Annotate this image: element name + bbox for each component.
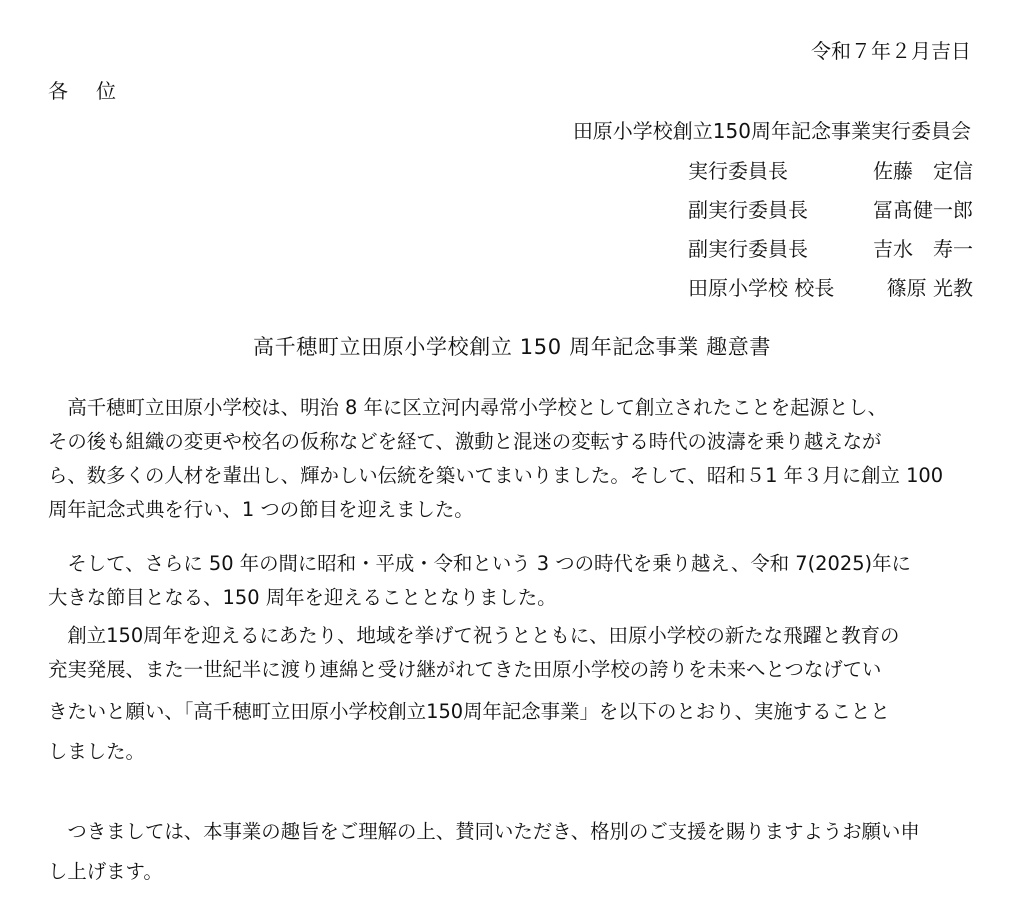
signatory-role: 副実行委員長 bbox=[688, 237, 808, 261]
signatory-role: 田原小学校 校長 bbox=[688, 276, 835, 300]
signatory-name: 吉水 寿一 bbox=[873, 237, 973, 261]
organization-name: 田原小学校創立150周年記念事業実行委員会 bbox=[572, 119, 971, 143]
addressee: 各 位 bbox=[48, 79, 120, 103]
signatory-role: 実行委員長 bbox=[688, 159, 788, 183]
signatory-row-principal bbox=[688, 274, 973, 302]
signatory-name: 冨髙健一郎 bbox=[873, 198, 973, 222]
signatory-role: 副実行委員長 bbox=[688, 198, 808, 222]
body-line: つきましては、本事業の趣旨をご理解の上、賛同いただき、格別のご支援を賜りますようお願い申 bbox=[48, 820, 920, 843]
signatory-name: 佐藤 定信 bbox=[873, 159, 973, 183]
body-line: 周年記念式典を行い、1 つの節目を迎えました。 bbox=[48, 498, 474, 521]
signatory-row-chair bbox=[688, 157, 973, 185]
body-line: ら、数多くの人材を輩出し、輝かしい伝統を築いてまいりました。そして、昭和５1 年３月に創立 100 bbox=[48, 464, 944, 487]
document-date: 令和７年２月吉日 bbox=[811, 39, 971, 63]
body-line: し上げます。 bbox=[48, 860, 163, 883]
body-line: 高千穂町立田原小学校は、明治 8 年に区立河内尋常小学校として創立されたことを起源とし、 bbox=[48, 396, 888, 419]
body-line: 創立150周年を迎えるにあたり、地域を挙げて祝うとともに、田原小学校の新たな飛躍と教育の bbox=[48, 624, 900, 647]
body-line: しました。 bbox=[48, 740, 145, 763]
body-line: 充実発展、また一世紀半に渡り連綿と受け継がれてきた田原小学校の誇りを未来へとつなげてい bbox=[48, 658, 882, 681]
signatory-name: 篠原 光教 bbox=[886, 276, 973, 300]
document-title: 高千穂町立田原小学校創立 150 周年記念事業 趣意書 bbox=[252, 335, 772, 359]
signatory-row-vice-chair-1 bbox=[688, 196, 973, 224]
body-line: その後も組織の変更や校名の仮称などを経て、激動と混迷の変転する時代の波濤を乗り越えなが bbox=[48, 430, 882, 453]
body-line: きたいと願い、「高千穂町立田原小学校創立150周年記念事業」を以下のとおり、実施することと bbox=[48, 700, 890, 723]
signatory-row-vice-chair-2 bbox=[688, 235, 973, 263]
body-line: そして、さらに 50 年の間に昭和・平成・令和という 3 つの時代を乗り越え、令和 7(2025)年に bbox=[48, 552, 911, 575]
body-line: 大きな節目となる、150 周年を迎えることとなりました。 bbox=[48, 586, 557, 609]
